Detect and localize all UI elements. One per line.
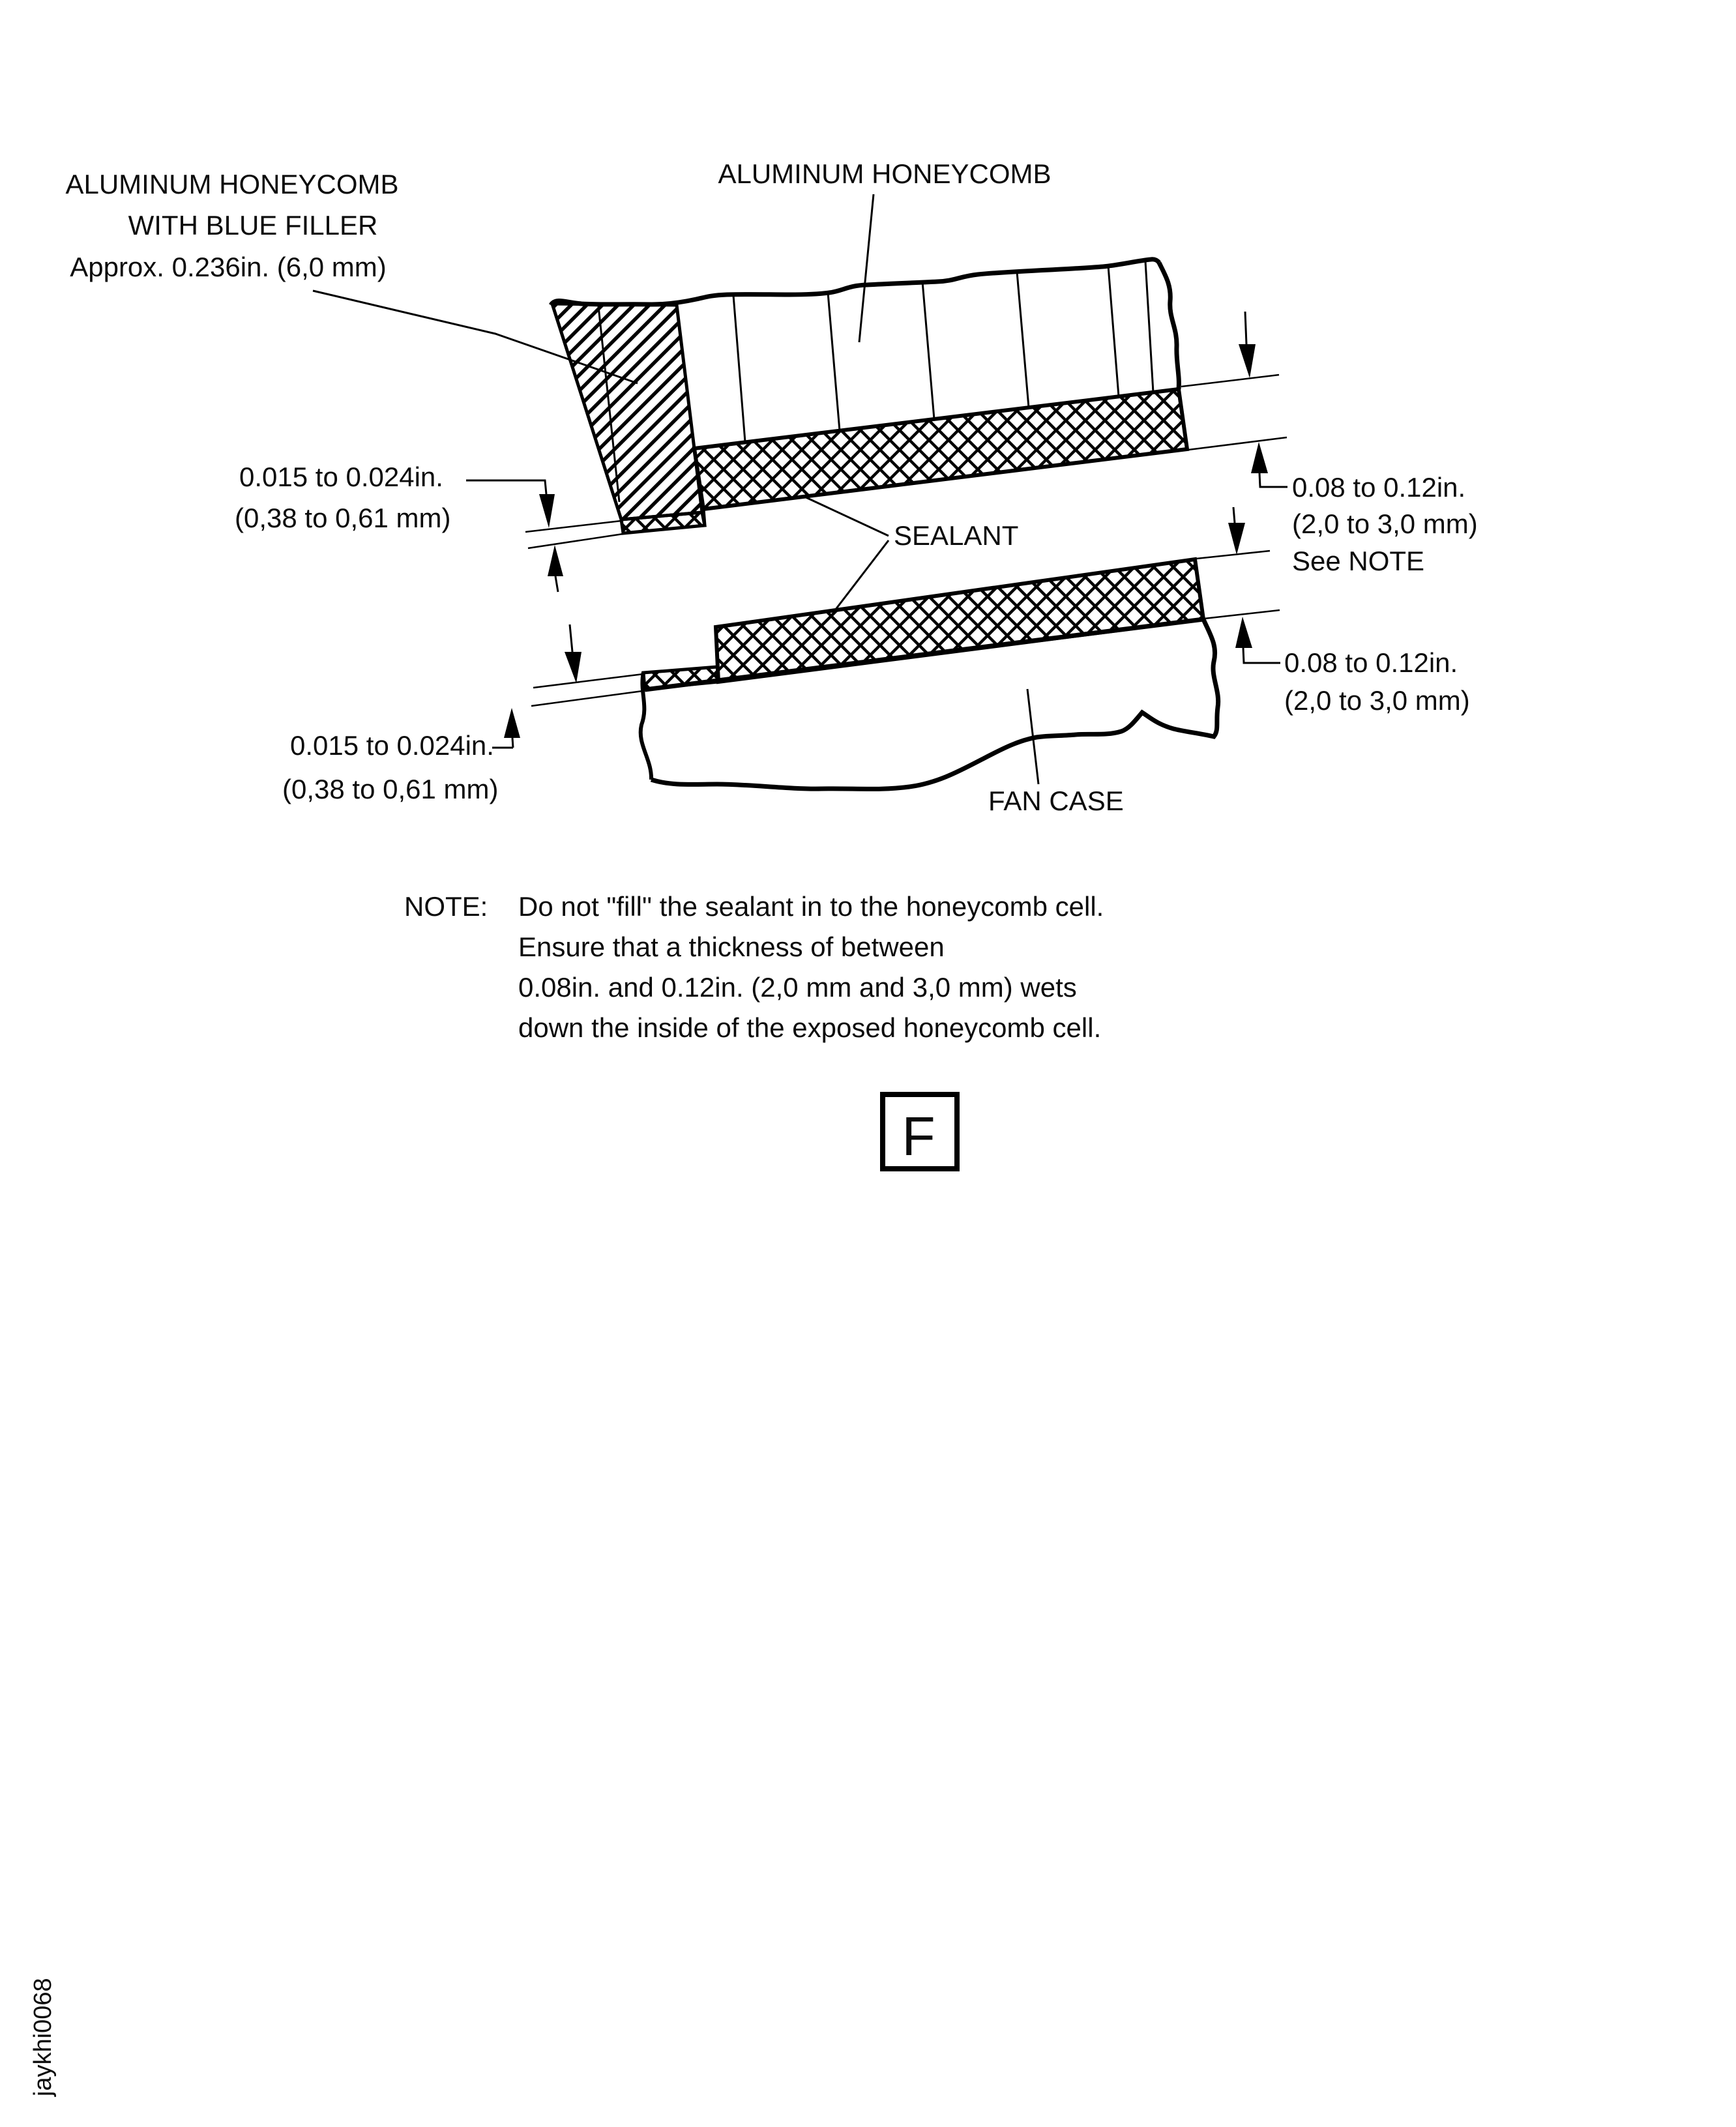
honeycomb-assembly [525, 259, 1187, 548]
extension-line [1196, 551, 1270, 559]
detail-marker [883, 1094, 957, 1169]
fan-case-assembly [531, 559, 1218, 789]
note-line3: 0.08in. and 0.12in. (2,0 mm and 3,0 mm) wets [518, 972, 1077, 1003]
dimension-lower-right [1196, 507, 1280, 663]
dim-upper-right-line1: 0.08 to 0.12in. [1292, 472, 1466, 503]
filler-label-line2: WITH BLUE FILLER [128, 210, 378, 241]
dimension-lower-left [492, 624, 581, 748]
arrow-up-icon [1235, 617, 1252, 648]
sealant-strip-lower [643, 667, 718, 689]
note-line1: Do not "fill" the sealant in to the honeycomb cell. [518, 891, 1104, 922]
leader-elbow [1259, 473, 1287, 487]
arrow-tail [555, 576, 558, 592]
dim-upper-left-line2: (0,38 to 0,61 mm) [235, 503, 451, 533]
sealant-label-leader-upper [804, 497, 889, 536]
honeycomb-cell-wall [733, 295, 745, 442]
honeycomb-cell-wall [828, 293, 840, 431]
honeycomb-right-edge [1159, 263, 1179, 389]
note-line4: down the inside of the exposed honeycomb cell. [518, 1012, 1102, 1043]
dim-lower-left-line1: 0.015 to 0.024in. [290, 730, 494, 761]
leader-elbow [466, 480, 546, 494]
bondline-ext-upper-bottom [528, 534, 623, 548]
honeycomb-cell-wall [1017, 272, 1029, 407]
honeycomb-label: ALUMINUM HONEYCOMB [718, 158, 1052, 189]
doc-id: jaykhi0068 [29, 1978, 57, 2096]
arrow-tail [570, 624, 572, 652]
note-prefix: NOTE: [404, 891, 488, 922]
arrow-tail [1233, 507, 1235, 523]
honeycomb-cell-wall [1108, 266, 1119, 396]
dim-lower-left-line2: (0,38 to 0,61 mm) [282, 774, 499, 804]
arrow-down-icon [565, 652, 581, 683]
arrow-up-icon [548, 545, 563, 576]
text-labels [65, 158, 1477, 1043]
arrow-down-icon [539, 494, 555, 528]
honeycomb-cell-wall [1145, 261, 1153, 392]
arrow-down-icon [1239, 344, 1256, 378]
arrow-down-icon [1228, 523, 1245, 555]
arrow-up-icon [1251, 442, 1268, 473]
leader-elbow [1243, 648, 1280, 663]
sealant-band-lower [716, 559, 1203, 682]
fan-case-label: FAN CASE [988, 785, 1124, 816]
bondline-ext-lower-bottom [531, 691, 643, 706]
extension-line [1181, 375, 1279, 387]
sealant-label-leader-lower [835, 540, 889, 610]
dimension-upper-right [1181, 312, 1287, 487]
filler-block [552, 304, 702, 520]
extension-line [1204, 610, 1280, 619]
dim-upper-right-line2: (2,0 to 3,0 mm) [1292, 508, 1478, 539]
bondline-ext-lower-top [533, 674, 643, 688]
dim-upper-right-line3: See NOTE [1292, 546, 1425, 576]
dim-lower-right-line1: 0.08 to 0.12in. [1284, 647, 1458, 678]
filler-label-line1: ALUMINUM HONEYCOMB [65, 169, 399, 199]
arrow-tail [512, 738, 513, 748]
dim-upper-left-line1: 0.015 to 0.024in. [239, 462, 443, 492]
arrow-up-icon [504, 708, 520, 738]
bondline-ext-upper-top [525, 521, 621, 532]
sealant-label: SEALANT [894, 520, 1019, 551]
sealant-band-upper [694, 389, 1187, 509]
honeycomb-label-leader [859, 194, 874, 342]
dimension-upper-left [466, 480, 563, 592]
honeycomb-cell-wall [922, 282, 934, 419]
extension-line [1188, 437, 1287, 450]
arrow-tail [1245, 312, 1246, 344]
dim-lower-right-line2: (2,0 to 3,0 mm) [1284, 685, 1470, 716]
filler-label-line3: Approx. 0.236in. (6,0 mm) [70, 252, 387, 282]
note-line2: Ensure that a thickness of between [518, 931, 945, 962]
honeycomb-top-edge [551, 259, 1159, 305]
detail-marker-letter: F [902, 1106, 935, 1167]
